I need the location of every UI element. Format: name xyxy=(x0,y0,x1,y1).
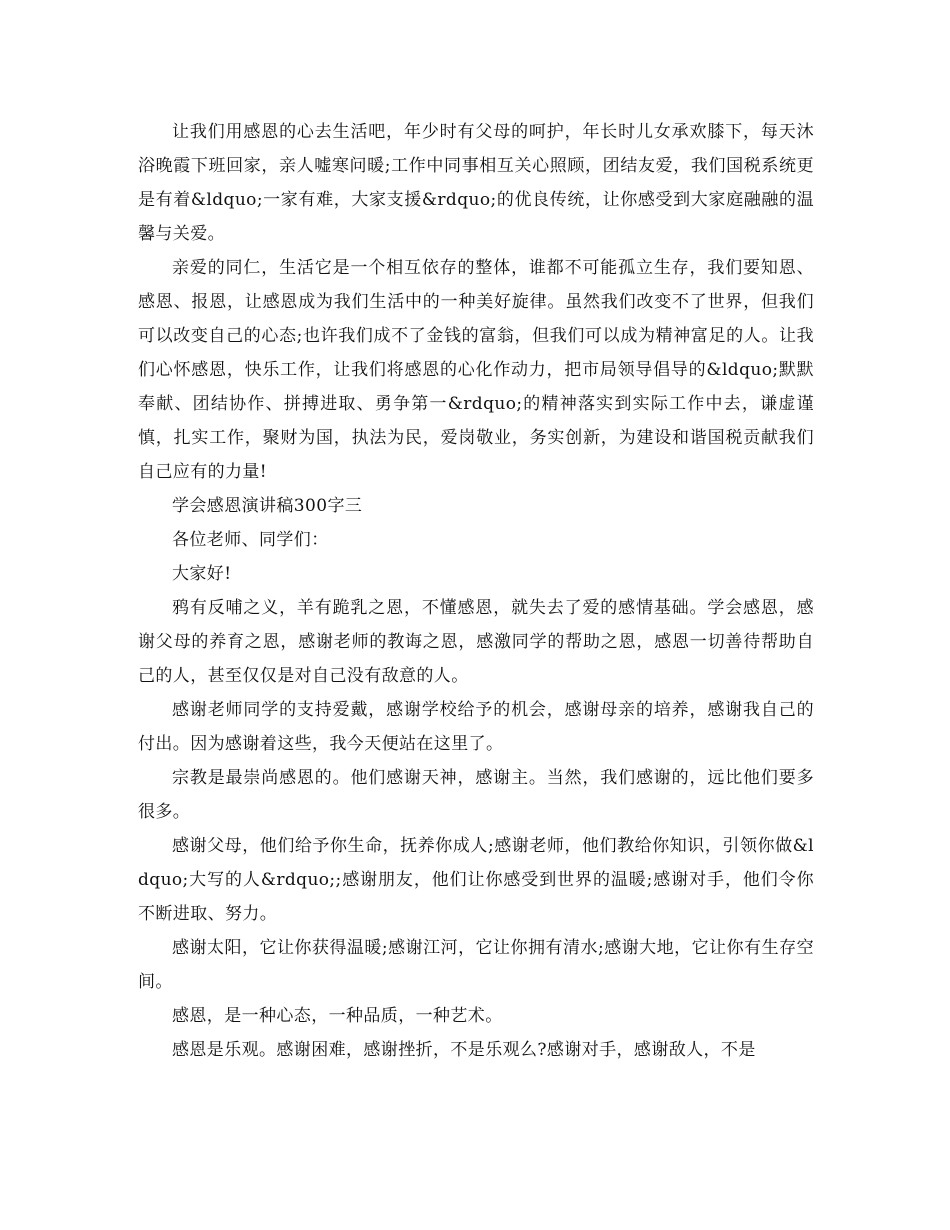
paragraph-learn-gratitude: 鸦有反哺之义，羊有跪乳之恩，不懂感恩，就失去了爱的感情基础。学会感恩，感谢父母的养育之恩，感谢老师的教诲之恩，感激同学的帮助之恩，感恩一切善待帮助自己的人，甚至仅仅是对自己没有敌意的人。 xyxy=(138,598,814,686)
speech-title: 学会感恩演讲稿300字三 xyxy=(172,496,363,516)
paragraph-religion: 宗教是最崇尚感恩的。他们感谢天神，感谢主。当然，我们感谢的，远比他们要多很多。 xyxy=(138,768,814,822)
paragraph-thank-nature: 感谢太阳，它让你获得温暖;感谢江河，它让你拥有清水;感谢大地，它让你有生存空间。 xyxy=(138,938,814,992)
paragraph-gratitude-life: 让我们用感恩的心去生活吧，年少时有父母的呵护，年长时儿女承欢膝下，每天沐浴晚霞下班回家，亲人嘘寒问暖;工作中同事相互关心照顾，团结友爱，我们国税系统更是有着&ldquo;一家有难，大家支援&rdquo;的优良传统，让你感受到大家庭融融的温馨与关爱。 xyxy=(138,122,814,244)
paragraph-colleagues: 亲爱的同仁，生活它是一个相互依存的整体，谁都不可能孤立生存，我们要知恩、感恩、报恩，让感恩成为我们生活中的一种美好旋律。虽然我们改变不了世界，但我们可以改变自己的心态;也许我们成不了金钱的富翁，但我们可以成为精神富足的人。让我们心怀感恩，快乐工作，让我们将感恩的心化作动力，把市局领导倡导的&ldquo;默默奉献、团结协作、拼搏进取、勇争第一&rdquo;的精神落实到实际工作中去，谦虚谨慎，扎实工作，聚财为国，执法为民，爱岗敬业，务实创新，为建设和谐国税贡献我们自己应有的力量! xyxy=(138,258,814,482)
paragraph-gratitude-optimism: 感恩是乐观。感谢困难，感谢挫折，不是乐观么?感谢对手，感谢敌人，不是 xyxy=(172,1040,756,1060)
greeting: 大家好! xyxy=(172,564,232,584)
document-body xyxy=(138,115,814,1067)
paragraph-gratitude-is-attitude: 感恩，是一种心态，一种品质，一种艺术。 xyxy=(172,1006,503,1026)
paragraph-thank-parents: 感谢父母，他们给予你生命，抚养你成人;感谢老师，他们教给你知识，引领你做&ldquo;大写的人&rdquo;;感谢朋友，他们让你感受到世界的温暖;感谢对手，他们令你不断进取、努力。 xyxy=(138,836,814,924)
salutation: 各位老师、同学们： xyxy=(172,530,329,550)
paragraph-thank-teachers: 感谢老师同学的支持爱戴，感谢学校给予的机会，感谢母亲的培养，感谢我自己的付出。因为感谢着这些，我今天便站在这里了。 xyxy=(138,700,814,754)
